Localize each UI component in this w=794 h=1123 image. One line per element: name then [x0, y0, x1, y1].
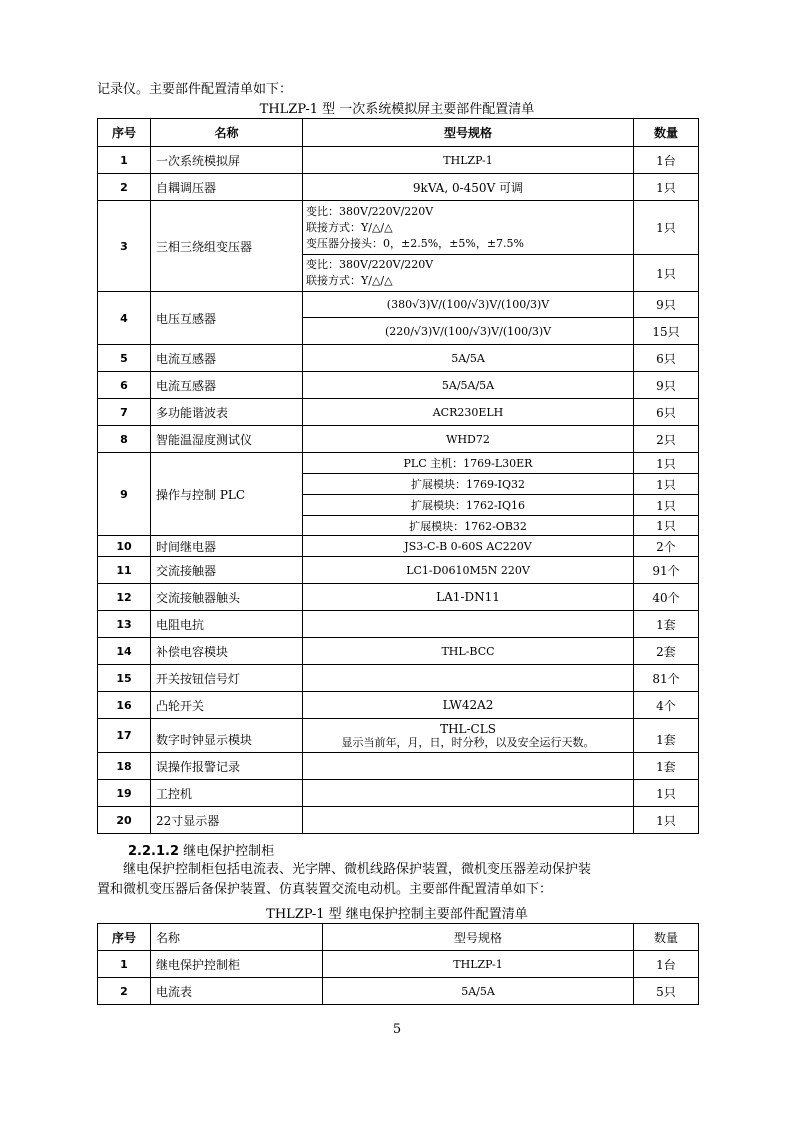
row-qty: 91个 — [634, 557, 699, 584]
row-no: 16 — [98, 692, 151, 719]
section-title: 继电保护控制柜 — [183, 844, 275, 859]
table1 — [97, 118, 699, 834]
table-row — [98, 372, 699, 399]
row-qty: 1只 — [634, 453, 699, 474]
row-name: 智能温湿度测试仪 — [151, 426, 303, 453]
table2 — [97, 923, 699, 1005]
row-no: 2 — [98, 978, 151, 1005]
row-name: 操作与控制 PLC — [151, 453, 303, 536]
row-spec: 9kVA, 0-450V 可调 — [303, 174, 634, 201]
table-row — [98, 174, 699, 201]
row-qty: 1套 — [634, 719, 699, 753]
row-qty: 9只 — [634, 372, 699, 399]
row-no: 8 — [98, 426, 151, 453]
table-row — [98, 201, 699, 255]
table-row — [98, 719, 699, 753]
table-header-row — [98, 924, 699, 951]
row-no: 17 — [98, 719, 151, 753]
row-no: 10 — [98, 536, 151, 557]
paragraph-line: 继电保护控制柜包括电流表、光字牌、微机线路保护装置，微机变压器差动保护装 — [123, 862, 592, 877]
row-name: 22寸显示器 — [151, 807, 303, 834]
row-name: 误操作报警记录 — [151, 753, 303, 780]
row-qty: 40个 — [634, 584, 699, 611]
header-no: 序号 — [98, 924, 151, 951]
spec-line: 联接方式：Y/△/△ — [306, 274, 393, 287]
row-name: 电阻电抗 — [151, 611, 303, 638]
row-spec: 5A/5A — [323, 978, 634, 1005]
row-spec: 5A/5A — [303, 345, 634, 372]
section-heading — [128, 840, 274, 859]
row-qty: 9只 — [634, 292, 699, 318]
header-name: 名称 — [151, 924, 323, 951]
intro-line: 记录仪。主要部件配置清单如下： — [97, 82, 293, 97]
row-qty: 1只 — [634, 495, 699, 516]
row-spec: THLZP-1 — [323, 951, 634, 978]
header-spec: 型号规格 — [303, 119, 634, 147]
row-qty: 1只 — [634, 474, 699, 495]
page-number: 5 — [392, 1022, 402, 1037]
row-qty: 1台 — [634, 147, 699, 174]
table1-caption: THLZP-1 型 一次系统模拟屏主要部件配置清单 — [259, 102, 535, 117]
table-row — [98, 536, 699, 557]
row-qty: 1只 — [634, 807, 699, 834]
paragraph-line: 置和微机变压器后备保护装置、仿真装置交流电动机。主要部件配置清单如下： — [97, 882, 553, 897]
row-spec — [303, 201, 634, 255]
row-name: 时间继电器 — [151, 536, 303, 557]
row-spec: WHD72 — [303, 426, 634, 453]
row-spec — [303, 665, 634, 692]
row-spec: 扩展模块：1762-IQ16 — [303, 495, 634, 516]
row-no: 5 — [98, 345, 151, 372]
row-no: 20 — [98, 807, 151, 834]
row-spec — [303, 753, 634, 780]
table-row — [98, 292, 699, 318]
table-row — [98, 951, 699, 978]
row-name: 电流表 — [151, 978, 323, 1005]
table-row — [98, 638, 699, 665]
row-spec — [303, 611, 634, 638]
table-row — [98, 557, 699, 584]
row-no: 4 — [98, 292, 151, 345]
header-qty: 数量 — [634, 924, 699, 951]
row-no: 6 — [98, 372, 151, 399]
row-name: 数字时钟显示模块 — [151, 719, 303, 753]
header-no: 序号 — [98, 119, 151, 147]
row-name: 补偿电容模块 — [151, 638, 303, 665]
row-no: 13 — [98, 611, 151, 638]
table-row — [98, 978, 699, 1005]
row-name: 交流接触器 — [151, 557, 303, 584]
table-row — [98, 345, 699, 372]
section-number: 2.2.1.2 — [128, 844, 179, 859]
row-qty: 1套 — [634, 611, 699, 638]
row-spec: ACR230ELH — [303, 399, 634, 426]
row-name: 继电保护控制柜 — [151, 951, 323, 978]
row-name: 开关按钮信号灯 — [151, 665, 303, 692]
row-name: 电压互感器 — [151, 292, 303, 345]
table-row — [98, 584, 699, 611]
table-row — [98, 611, 699, 638]
row-name: 电流互感器 — [151, 372, 303, 399]
row-spec: 5A/5A/5A — [303, 372, 634, 399]
row-spec: 扩展模块：1762-OB32 — [303, 516, 634, 536]
row-no: 7 — [98, 399, 151, 426]
row-qty: 6只 — [634, 345, 699, 372]
header-name: 名称 — [151, 119, 303, 147]
row-no: 15 — [98, 665, 151, 692]
row-qty: 1台 — [634, 951, 699, 978]
row-spec: LW42A2 — [303, 692, 634, 719]
row-name: 多功能谐波表 — [151, 399, 303, 426]
row-qty: 1只 — [634, 201, 699, 255]
row-spec: THL-BCC — [303, 638, 634, 665]
spec-line: 变压器分接头：0，±2.5%，±5%，±7.5% — [306, 236, 524, 250]
row-name: 自耦调压器 — [151, 174, 303, 201]
row-no: 19 — [98, 780, 151, 807]
row-no: 1 — [98, 147, 151, 174]
spec-line: 显示当前年，月，日，时分秒，以及安全运行天数。 — [341, 735, 595, 749]
row-qty: 81个 — [634, 665, 699, 692]
row-qty: 2只 — [634, 426, 699, 453]
row-qty: 1只 — [634, 174, 699, 201]
row-spec: JS3-C-B 0-60S AC220V — [303, 536, 634, 557]
row-spec: 扩展模块：1769-IQ32 — [303, 474, 634, 495]
row-spec: (380√3)V/(100/√3)V/(100/3)V — [303, 292, 634, 318]
row-name: 电流互感器 — [151, 345, 303, 372]
row-qty: 2个 — [634, 536, 699, 557]
spec-line: 变比：380V/220V/220V — [306, 204, 434, 218]
spec-line: 变比：380V/220V/220V — [306, 258, 434, 271]
row-name: 一次系统模拟屏 — [151, 147, 303, 174]
row-qty: 1只 — [634, 780, 699, 807]
row-spec: LA1-DN11 — [303, 584, 634, 611]
table-row — [98, 399, 699, 426]
row-name: 工控机 — [151, 780, 303, 807]
row-no: 9 — [98, 453, 151, 536]
row-name: 凸轮开关 — [151, 692, 303, 719]
row-no: 1 — [98, 951, 151, 978]
table-row — [98, 426, 699, 453]
table-row — [98, 692, 699, 719]
row-spec: THLZP-1 — [303, 147, 634, 174]
row-qty: 6只 — [634, 399, 699, 426]
table-row — [98, 780, 699, 807]
table-row — [98, 753, 699, 780]
row-qty: 1套 — [634, 753, 699, 780]
row-qty: 1只 — [634, 516, 699, 536]
row-qty: 15只 — [634, 318, 699, 345]
row-spec — [303, 780, 634, 807]
row-spec — [303, 255, 634, 292]
spec-line: THL-CLS — [440, 721, 496, 736]
row-name: 交流接触器触头 — [151, 584, 303, 611]
row-spec — [303, 807, 634, 834]
row-no: 14 — [98, 638, 151, 665]
row-spec: (220/√3)V/(100/√3)V/(100/3)V — [303, 318, 634, 345]
row-no: 18 — [98, 753, 151, 780]
row-spec — [303, 719, 634, 753]
spec-line: 联接方式：Y/△/△ — [306, 220, 393, 234]
header-spec: 型号规格 — [323, 924, 634, 951]
table-row — [98, 453, 699, 474]
table-row — [98, 665, 699, 692]
table-row — [98, 147, 699, 174]
header-qty: 数量 — [634, 119, 699, 147]
row-qty: 5只 — [634, 978, 699, 1005]
table2-caption: THLZP-1 型 继电保护控制主要部件配置清单 — [266, 907, 528, 922]
table-row — [98, 807, 699, 834]
row-qty: 1只 — [634, 255, 699, 292]
row-spec: LC1-D0610M5N 220V — [303, 557, 634, 584]
section-paragraph — [97, 860, 698, 900]
table-header-row — [98, 119, 699, 147]
row-spec: PLC 主机：1769-L30ER — [303, 453, 634, 474]
row-qty: 4个 — [634, 692, 699, 719]
row-no: 12 — [98, 584, 151, 611]
row-name: 三相三绕组变压器 — [151, 201, 303, 292]
row-no: 11 — [98, 557, 151, 584]
row-qty: 2套 — [634, 638, 699, 665]
row-no: 2 — [98, 174, 151, 201]
row-no: 3 — [98, 201, 151, 292]
